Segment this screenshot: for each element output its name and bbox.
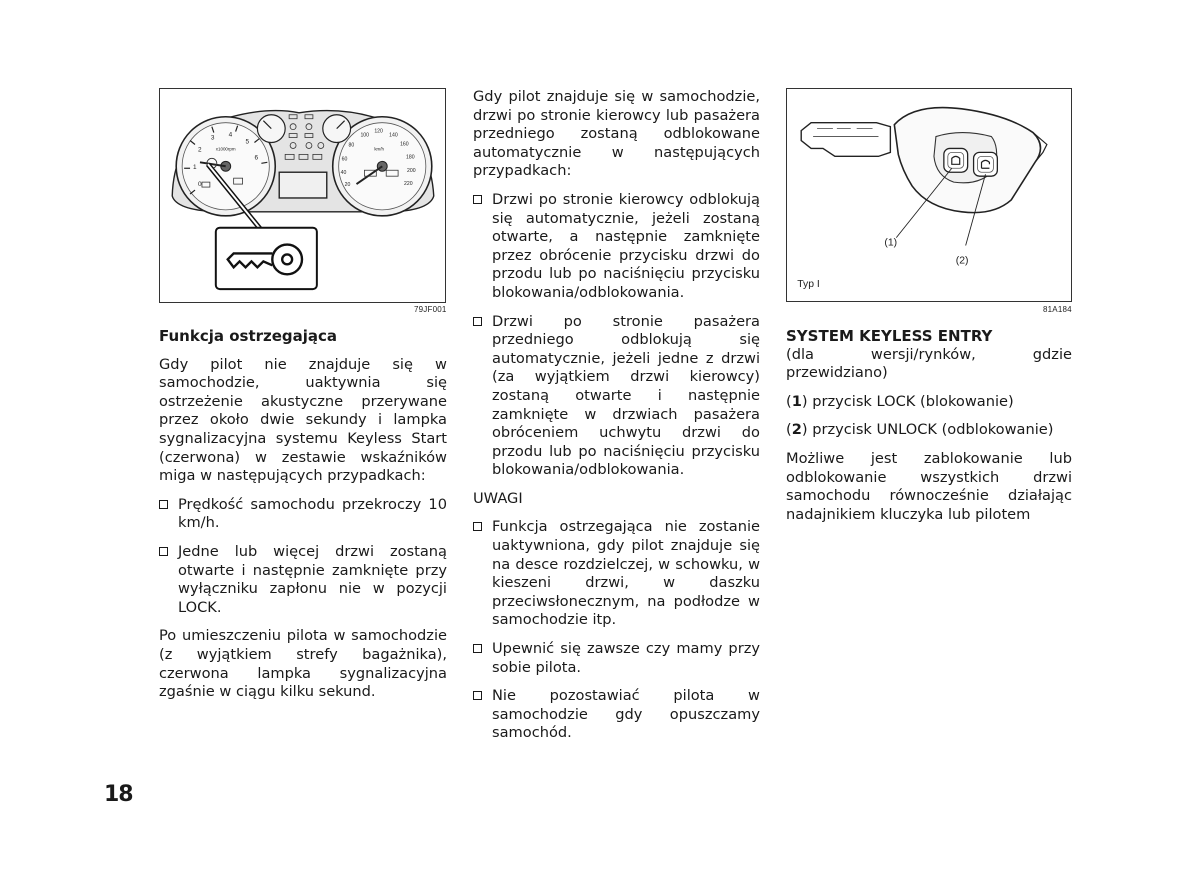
svg-text:0: 0 — [197, 181, 202, 189]
svg-text:180: 180 — [406, 154, 415, 161]
svg-text:4: 4 — [228, 131, 233, 139]
svg-text:100: 100 — [360, 132, 370, 139]
button-item-1: (1) przycisk LOCK (blokowanie) — [786, 392, 1014, 410]
list-item: Drzwi po stronie kierowcy odblokują się automatycznie, jeżeli zostaną otwarte, a następnie zamknięte przez obrócenie przycisku drzwi do przodu lub po naciśnięciu przycisku blokowania/odblokowania. — [473, 191, 760, 303]
svg-text:5: 5 — [245, 138, 250, 146]
figure-code-left: 79JF001 — [414, 305, 447, 314]
svg-text:220: 220 — [404, 181, 413, 188]
paragraph-intro: Gdy pilot znajduje się w samochodzie, drzwi po stronie kierowcy lub pasażera przedniego zostaną odblokowane automatycznie w następujących przypadkach: — [473, 88, 760, 180]
notes-heading: UWAGI — [473, 489, 523, 507]
figure-code-right: 81A184 — [1043, 305, 1072, 314]
svg-text:2: 2 — [197, 146, 202, 154]
list-item: Jedne lub więcej drzwi zostaną otwarte i następnie zamknięte przy wyłączniku zapłonu nie w pozycji LOCK. — [159, 543, 447, 617]
callout-2-label: (2) — [955, 255, 969, 267]
paragraph-intro: Gdy pilot nie znajduje się w samochodzie, uaktywnia się ostrzeżenie akustyczne przerywane przez około dwie sekundy i lampka sygnalizacyjna systemu Keyless Start (czerwona) w zestawie wskaźników miga w następujących przypadkach: — [159, 355, 447, 485]
checkbox-bullet-icon — [159, 500, 168, 509]
checkbox-bullet-icon — [473, 644, 482, 653]
column-left — [159, 327, 447, 712]
svg-text:120: 120 — [374, 128, 383, 135]
section-heading: Funkcja ostrzegająca — [159, 327, 338, 345]
lock-button-icon — [944, 148, 968, 172]
subheading: (dla wersji/rynków, gdzie przewidziano) — [786, 345, 1072, 382]
instrument-cluster-figure — [159, 88, 446, 303]
paragraph-outro: Po umieszczeniu pilota w samochodzie (z wyjątkiem strefy bagażnika), czerwona lampka sygnalizacyjna zgaśnie w ciągu kilku sekund. — [159, 627, 447, 701]
svg-text:3: 3 — [210, 134, 215, 142]
list-item: Upewnić się zawsze czy mamy przy sobie pilota. — [473, 640, 760, 677]
speedometer-unit: km/h — [374, 146, 384, 152]
svg-text:1: 1 — [193, 164, 197, 172]
key-fob-illustration — [787, 89, 1071, 301]
list-item: Prędkość samochodu przekroczy 10 km/h. — [159, 496, 447, 533]
tachometer-unit: x1000rpm — [215, 146, 236, 152]
section-heading: SYSTEM KEYLESS ENTRY — [786, 327, 993, 345]
column-middle — [473, 88, 760, 753]
svg-text:6: 6 — [254, 154, 259, 162]
page-number: 18 — [104, 782, 133, 807]
unlock-button-icon — [974, 152, 998, 176]
list-item: Drzwi po stronie pasażera przedniego odblokują się automatycznie, jeżeli jedne z drzwi (za wyjątkiem drzwi kierowcy) zostaną otwarte i następnie zamknięte w drzwiach pasażera obróceniem uchwytu drzwi do przodu lub po naciśnięciu przycisku blokowania/odblokowania. — [473, 313, 760, 480]
instrument-cluster-illustration — [160, 89, 445, 302]
svg-text:20: 20 — [344, 182, 351, 189]
checkbox-bullet-icon — [473, 195, 482, 204]
checkbox-bullet-icon — [473, 522, 482, 531]
type-label: Typ I — [797, 279, 820, 291]
button-item-2: (2) przycisk UNLOCK (odblokowanie) — [786, 421, 1054, 439]
paragraph: Możliwe jest zablokowanie lub odblokowanie wszystkich drzwi samochodu równocześnie działając nadajnikiem kluczyka lub pilotem — [786, 449, 1072, 523]
key-fob-figure — [786, 88, 1072, 302]
list-item: Nie pozostawiać pilota w samochodzie gdy opuszczamy samochód. — [473, 687, 760, 743]
svg-text:80: 80 — [348, 142, 355, 149]
svg-text:140: 140 — [389, 132, 398, 139]
list-item: Funkcja ostrzegająca nie zostanie uaktywniona, gdy pilot znajduje się na desce rozdzielczej, w schowku, w kieszeni drzwi, w daszku przeciwsłonecznym, na podłodze w samochodzie itp. — [473, 518, 760, 630]
svg-text:160: 160 — [400, 141, 409, 148]
svg-text:60: 60 — [341, 156, 348, 163]
callout-1-label: (1) — [884, 237, 898, 249]
checkbox-bullet-icon — [473, 691, 482, 700]
checkbox-bullet-icon — [473, 317, 482, 326]
checkbox-bullet-icon — [159, 547, 168, 556]
column-right — [786, 327, 1072, 534]
svg-text:40: 40 — [340, 170, 347, 177]
svg-text:200: 200 — [407, 168, 416, 175]
